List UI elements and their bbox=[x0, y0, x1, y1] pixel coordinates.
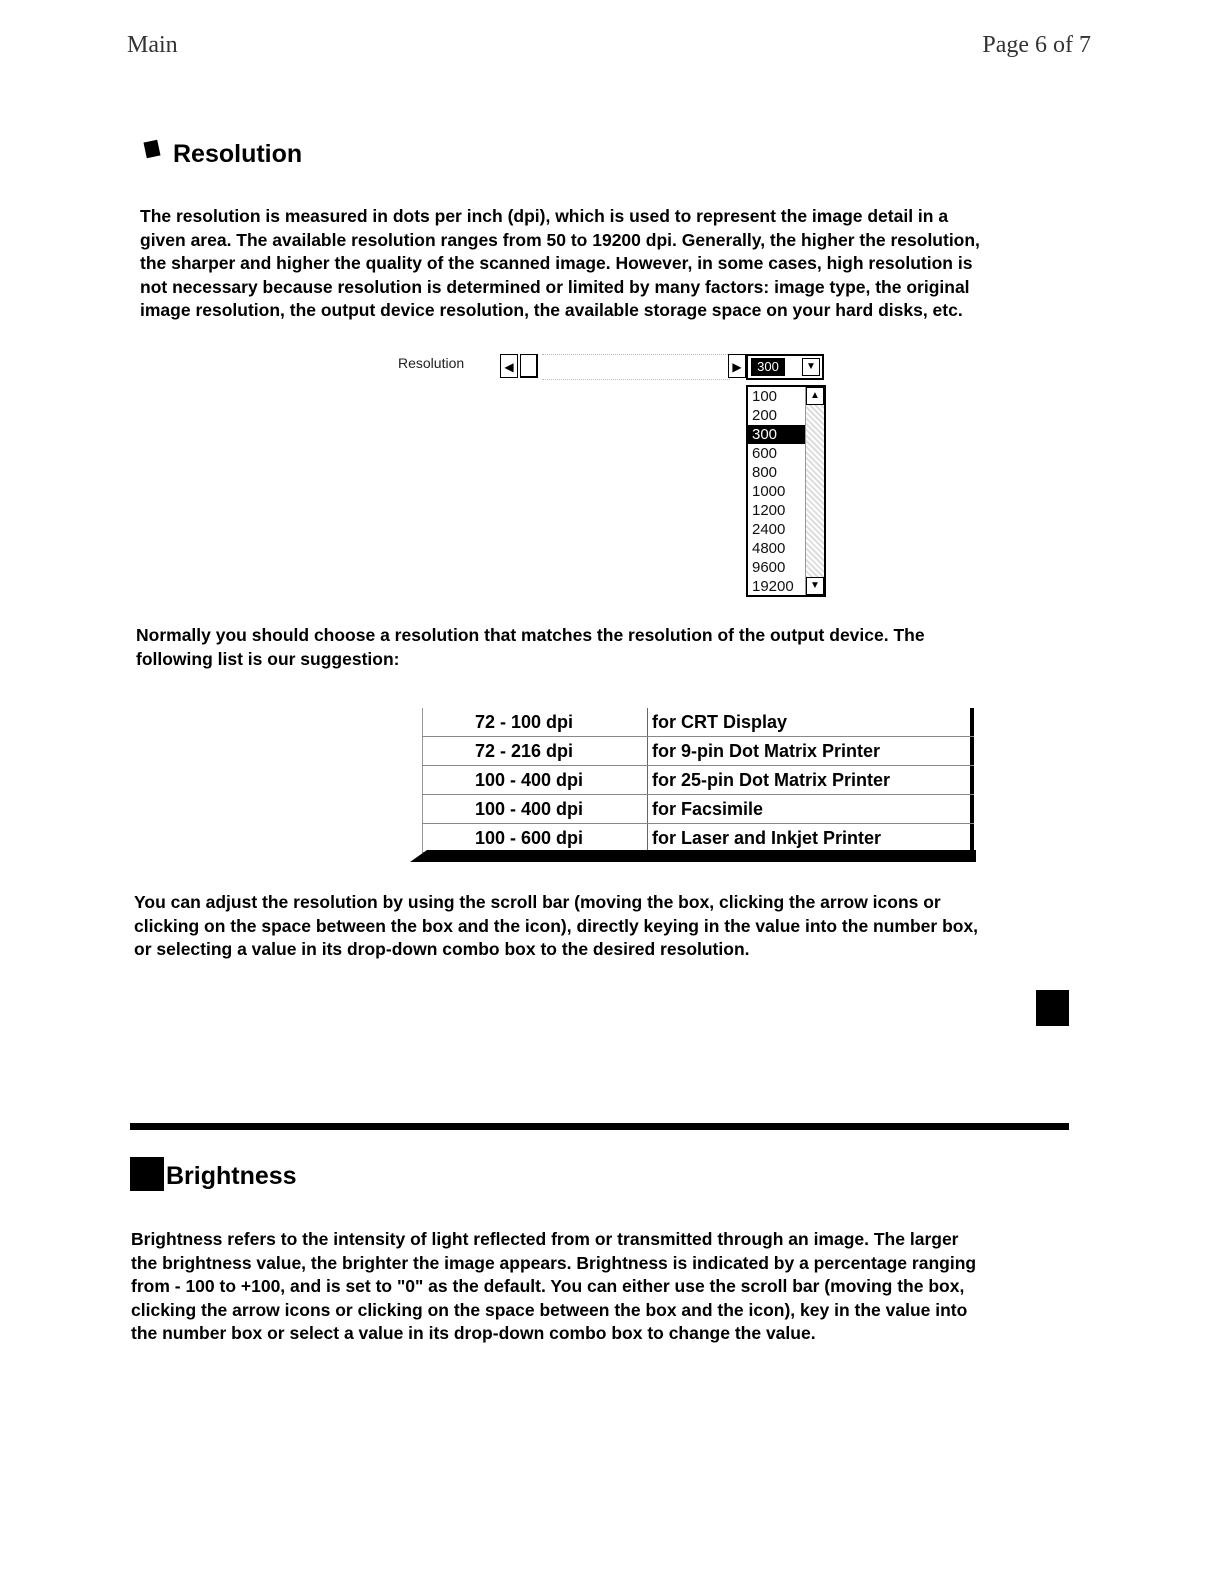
adjust-line: You can adjust the resolution by using the scroll bar (moving the box, clicking the arrow icons or bbox=[134, 892, 941, 912]
adjust-line: clicking on the space between the box and the icon), directly keying in the value into the number box, bbox=[134, 915, 979, 936]
intro-line: The resolution is measured in dots per inch (dpi), which is used to represent the image detail in a bbox=[140, 206, 949, 226]
brightness-title: Brightness bbox=[166, 1162, 297, 1190]
scroll-right-arrow-icon[interactable]: ▶ bbox=[728, 354, 746, 378]
dropdown-option[interactable]: 600 bbox=[752, 445, 778, 462]
brightness-line: from - 100 to +100, and is set to "0" as the default. You can either use the scroll bar (moving the box, bbox=[131, 1276, 965, 1296]
dpi-use: for CRT Display bbox=[647, 708, 974, 736]
adjust-text bbox=[134, 891, 978, 962]
dropdown-option[interactable]: 4800 bbox=[752, 540, 786, 557]
dpi-use: for Laser and Inkjet Printer bbox=[647, 824, 974, 852]
brightness-line: the number box or select a value in its drop-down combo box to change the value. bbox=[131, 1323, 816, 1343]
resolution-intro bbox=[140, 205, 980, 323]
brightness-line: clicking the arrow icons or clicking on the space between the box and the icon), key in the value into bbox=[131, 1299, 968, 1320]
dropdown-scrollbar[interactable] bbox=[805, 387, 824, 595]
dpi-range: 100 - 400 dpi bbox=[422, 795, 647, 823]
brightness-line: the brightness value, the brighter the image appears. Brightness is indicated by a percentage ranging bbox=[131, 1252, 977, 1273]
suggestion-line: Normally you should choose a resolution that matches the resolution of the output device. The bbox=[136, 625, 925, 645]
brightness-line: Brightness refers to the intensity of light reflected from or transmitted through an image. The larger bbox=[131, 1229, 959, 1249]
chevron-down-icon[interactable]: ▼ bbox=[802, 358, 820, 376]
suggestion-text bbox=[136, 624, 925, 671]
bullet-icon bbox=[143, 140, 160, 159]
scroll-down-arrow-icon[interactable]: ▼ bbox=[806, 577, 824, 595]
dpi-use: for Facsimile bbox=[647, 795, 974, 823]
dropdown-option-selected[interactable]: 300 bbox=[748, 425, 806, 444]
dpi-use: for 25-pin Dot Matrix Printer bbox=[647, 766, 974, 794]
combo-value[interactable]: 300 bbox=[751, 358, 785, 376]
adjust-line: or selecting a value in its drop-down combo box to the desired resolution. bbox=[134, 939, 750, 959]
resolution-label: Resolution bbox=[398, 355, 465, 371]
scroll-thumb[interactable] bbox=[520, 354, 538, 378]
dropdown-option[interactable]: 800 bbox=[752, 464, 778, 481]
dpi-suggestion-table bbox=[422, 708, 974, 853]
table-shadow bbox=[410, 850, 976, 862]
dropdown-option[interactable]: 1200 bbox=[752, 502, 786, 519]
table-row bbox=[422, 708, 974, 737]
resolution-combo[interactable] bbox=[746, 354, 824, 380]
dropdown-option[interactable]: 1000 bbox=[752, 483, 786, 500]
table-row bbox=[422, 795, 974, 824]
intro-line: the sharper and higher the quality of the scanned image. However, in some cases, high resolution is bbox=[140, 253, 973, 273]
scroll-left-arrow-icon[interactable]: ◀ bbox=[500, 354, 518, 378]
dpi-range: 72 - 216 dpi bbox=[422, 737, 647, 765]
dpi-range: 72 - 100 dpi bbox=[422, 708, 647, 736]
intro-line: given area. The available resolution ranges from 50 to 19200 dpi. Generally, the higher the resolution, bbox=[140, 229, 980, 250]
section-divider bbox=[130, 1123, 1069, 1130]
bullet-icon bbox=[130, 1157, 164, 1191]
resolution-heading bbox=[145, 140, 302, 169]
square-marker-icon bbox=[1036, 990, 1069, 1026]
table-row bbox=[422, 824, 974, 853]
dpi-range: 100 - 400 dpi bbox=[422, 766, 647, 794]
table-row bbox=[422, 766, 974, 795]
table-row bbox=[422, 737, 974, 766]
resolution-dropdown[interactable] bbox=[746, 385, 826, 597]
dropdown-option[interactable]: 200 bbox=[752, 407, 778, 424]
intro-line: image resolution, the output device resolution, the available storage space on your hard disks, etc. bbox=[140, 300, 963, 320]
dpi-use: for 9-pin Dot Matrix Printer bbox=[647, 737, 974, 765]
dropdown-option[interactable]: 9600 bbox=[752, 559, 786, 576]
dropdown-option[interactable]: 100 bbox=[752, 388, 778, 405]
dpi-range: 100 - 600 dpi bbox=[422, 824, 647, 852]
brightness-heading bbox=[130, 1157, 297, 1191]
intro-line: not necessary because resolution is determined or limited by many factors: image type, the original bbox=[140, 276, 970, 297]
dropdown-option[interactable]: 2400 bbox=[752, 521, 786, 538]
brightness-text bbox=[131, 1228, 976, 1346]
scroll-track[interactable] bbox=[542, 354, 730, 380]
suggestion-line: following list is our suggestion: bbox=[136, 648, 400, 669]
resolution-title: Resolution bbox=[173, 140, 303, 168]
dropdown-option[interactable]: 19200 bbox=[752, 578, 794, 595]
scroll-up-arrow-icon[interactable]: ▲ bbox=[806, 387, 824, 405]
header-right: Page 6 of 7 bbox=[982, 32, 1091, 58]
header-left: Main bbox=[127, 32, 178, 58]
